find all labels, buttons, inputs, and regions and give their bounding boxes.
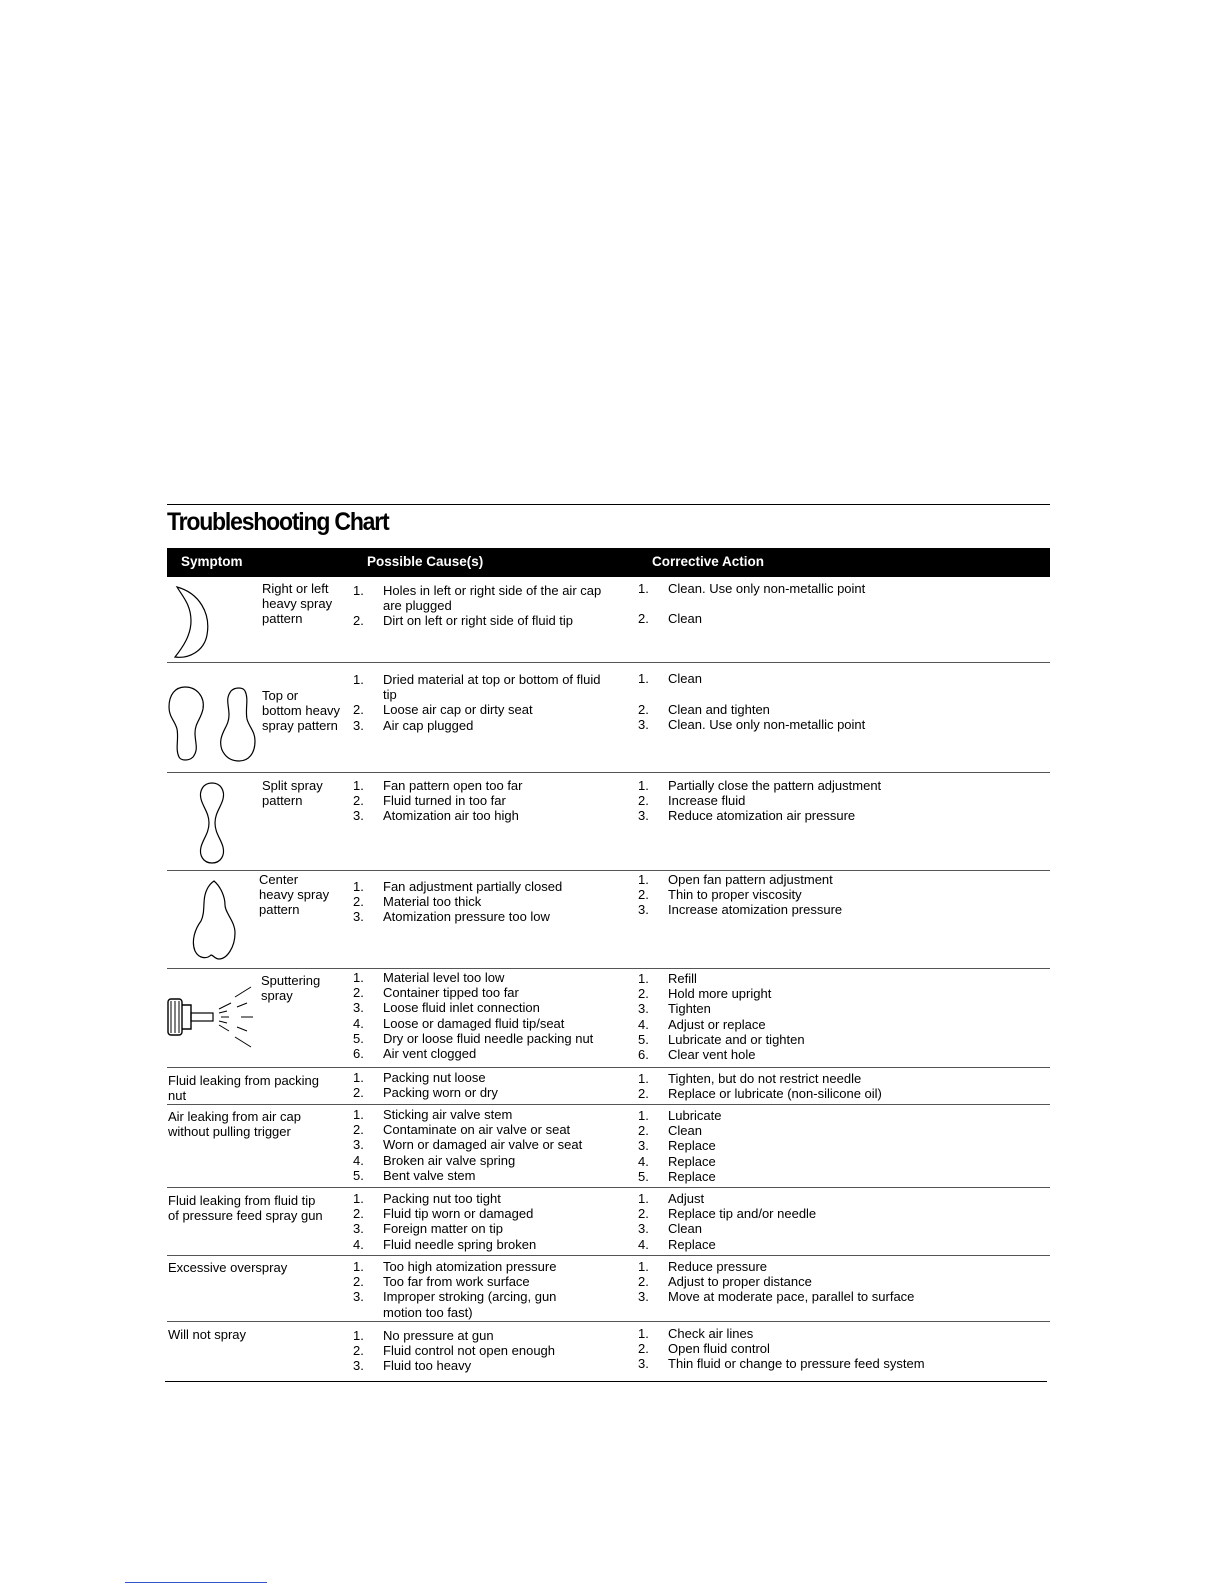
- table-row: [167, 1322, 1050, 1381]
- causes-list: [353, 583, 615, 629]
- action-item: 4. Replace: [638, 1153, 716, 1169]
- cause-item: 4. Fluid needle spring broken: [353, 1236, 537, 1252]
- cause-item: 1. Sticking air valve stem: [353, 1107, 513, 1122]
- action-item: 1. Lubricate: [638, 1108, 722, 1123]
- action-item: 1. Tighten, but do not restrict needle: [638, 1071, 862, 1086]
- causes-list: [353, 672, 615, 733]
- actions-list: [638, 581, 1048, 626]
- cause-item: 5. Dry or loose fluid needle packing nut: [353, 1030, 594, 1046]
- table-row: [167, 1188, 1050, 1256]
- table-row: [167, 871, 1050, 969]
- symptom-label: Split spray pattern: [262, 778, 323, 809]
- action-item: 1. Reduce pressure: [638, 1259, 767, 1274]
- cause-item: 2. Dirt on left or right side of fluid tip: [353, 613, 574, 629]
- cause-item: 6. Air vent clogged: [353, 1046, 477, 1062]
- action-item: 3. Clean: [638, 1221, 702, 1237]
- action-item: 2. Hold more upright: [638, 986, 772, 1002]
- symptom-label: Fluid leaking from fluid tip of pressure feed spray gun: [168, 1193, 323, 1224]
- cause-item: 1. Packing nut too tight: [353, 1191, 501, 1206]
- crescent-spray-pattern-icon: [169, 583, 213, 661]
- actions-list: [638, 1326, 1048, 1372]
- symptom-label: Top or bottom heavy spray pattern: [262, 688, 341, 734]
- cause-item: 4. Loose or damaged fluid tip/seat: [353, 1015, 565, 1031]
- cause-item: 2. Fluid turned in too far: [353, 793, 506, 809]
- table-header: [167, 548, 1050, 577]
- action-item: 4. Replace: [638, 1236, 716, 1252]
- action-item: 1. Refill: [638, 971, 697, 986]
- footer-link-underline[interactable]: [125, 1582, 267, 1583]
- cause-item: 1. Dried material at top or bottom of fluid tip: [353, 672, 601, 703]
- cause-item: 3. Foreign matter on tip: [353, 1221, 503, 1237]
- action-item: 3. Clean. Use only non-metallic point: [638, 717, 866, 733]
- action-item: 4. Adjust or replace: [638, 1016, 766, 1032]
- bottom-rule: [165, 1381, 1047, 1382]
- causes-list: [353, 970, 615, 1061]
- actions-list: [638, 1191, 1048, 1252]
- cause-item: 2. Contaminate on air valve or seat: [353, 1122, 571, 1138]
- cause-item: 1. Holes in left or right side of the air cap are plugged: [353, 583, 602, 614]
- table-row: [167, 773, 1050, 871]
- symptom-label: Air leaking from air cap without pulling trigger: [168, 1109, 301, 1140]
- split-spray-pattern-icon: [195, 781, 229, 865]
- cause-item: 3. Atomization air too high: [353, 808, 519, 824]
- cause-item: 2. Loose air cap or dirty seat: [353, 702, 533, 718]
- cause-item: 2. Container tipped too far: [353, 985, 519, 1001]
- action-item: 3. Tighten: [638, 1001, 711, 1017]
- cause-item: 2. Packing worn or dry: [353, 1085, 498, 1101]
- cause-item: 1. Fan pattern open too far: [353, 778, 523, 793]
- table-row: [167, 663, 1050, 773]
- action-item: 2. Replace tip and/or needle: [638, 1206, 817, 1222]
- actions-list: [638, 671, 1048, 733]
- sputtering-spray-gun-icon: [167, 983, 261, 1053]
- table-row: [167, 1068, 1050, 1105]
- top-bottom-heavy-pattern-icon: [167, 685, 257, 763]
- action-item: 3. Reduce atomization air pressure: [638, 808, 856, 824]
- symptom-label: Fluid leaking from packing nut: [168, 1073, 320, 1104]
- table-row: [167, 577, 1050, 663]
- causes-list: [353, 879, 615, 925]
- action-item: 2. Replace or lubricate (non-silicone oil): [638, 1086, 882, 1102]
- action-item: 1. Check air lines: [638, 1326, 754, 1341]
- symptom-label: Will not spray: [168, 1327, 247, 1342]
- action-item: 2. Thin to proper viscosity: [638, 887, 802, 903]
- cause-item: 3. Air cap plugged: [353, 717, 474, 733]
- action-item: 2. Clean and tighten: [638, 702, 770, 718]
- table-row: [167, 1105, 1050, 1188]
- causes-list: [353, 1191, 615, 1252]
- causes-list: [353, 778, 615, 824]
- causes-list: [353, 1259, 615, 1320]
- cause-item: 3. Worn or damaged air valve or seat: [353, 1137, 583, 1153]
- action-item: 2. Adjust to proper distance: [638, 1274, 812, 1290]
- action-item: 5. Replace: [638, 1168, 716, 1184]
- causes-list: [353, 1107, 615, 1183]
- cause-item: 1. Material level too low: [353, 970, 505, 985]
- header-symptom: Symptom: [181, 554, 243, 569]
- causes-list: [353, 1328, 615, 1374]
- action-item: 2. Clean: [638, 1123, 702, 1139]
- actions-list: [638, 1259, 1048, 1305]
- cause-item: 3. Loose fluid inlet connection: [353, 1000, 540, 1016]
- page-title: Troubleshooting Chart: [167, 508, 389, 536]
- actions-list: [638, 1108, 1048, 1184]
- action-item: 3. Replace: [638, 1138, 716, 1154]
- action-item: 6. Clear vent hole: [638, 1047, 756, 1063]
- top-rule: [167, 504, 1050, 505]
- symptom-label: Center heavy spray pattern: [259, 872, 330, 918]
- symptom-label: Excessive overspray: [168, 1260, 288, 1275]
- cause-item: 5. Bent valve stem: [353, 1167, 476, 1183]
- cause-item: 2. Material too thick: [353, 894, 482, 910]
- action-item: 3. Move at moderate pace, parallel to surface: [638, 1289, 915, 1305]
- cause-item: 2. Fluid control not open enough: [353, 1343, 556, 1359]
- action-item: 3. Thin fluid or change to pressure feed system: [638, 1356, 925, 1372]
- header-action: Corrective Action: [652, 554, 765, 569]
- cause-item: 3. Atomization pressure too low: [353, 909, 550, 925]
- cause-item: 3. Fluid too heavy: [353, 1358, 472, 1374]
- header-cause: Possible Cause(s): [367, 554, 484, 569]
- cause-item: 1. Fan adjustment partially closed: [353, 879, 563, 894]
- action-item: 1. Partially close the pattern adjustment: [638, 778, 882, 793]
- table-row: [167, 1256, 1050, 1322]
- action-item: 1. Adjust: [638, 1191, 705, 1206]
- cause-item: 3. Improper stroking (arcing, gun motion too fast): [353, 1289, 557, 1320]
- center-heavy-pattern-icon: [191, 879, 237, 963]
- actions-list: [638, 971, 1048, 1062]
- action-item: 1. Open fan pattern adjustment: [638, 872, 833, 887]
- cause-item: 1. Packing nut loose: [353, 1070, 486, 1085]
- action-item: 2. Clean: [638, 611, 702, 627]
- causes-list: [353, 1070, 615, 1100]
- action-item: 5. Lubricate and or tighten: [638, 1031, 805, 1047]
- cause-item: 1. No pressure at gun: [353, 1328, 494, 1343]
- cause-item: 2. Too far from work surface: [353, 1274, 530, 1290]
- symptom-label: Right or left heavy spray pattern: [262, 581, 333, 627]
- cause-item: 2. Fluid tip worn or damaged: [353, 1206, 534, 1222]
- symptom-label: Sputtering spray: [261, 973, 321, 1004]
- cause-item: 4. Broken air valve spring: [353, 1152, 516, 1168]
- actions-list: [638, 1071, 1048, 1101]
- action-item: 1. Clean: [638, 671, 702, 686]
- action-item: 2. Open fluid control: [638, 1341, 770, 1357]
- table-row: [167, 969, 1050, 1068]
- action-item: 2. Increase fluid: [638, 793, 746, 809]
- action-item: 1. Clean. Use only non-metallic point: [638, 581, 866, 596]
- cause-item: 1. Too high atomization pressure: [353, 1259, 557, 1274]
- action-item: 3. Increase atomization pressure: [638, 902, 843, 918]
- actions-list: [638, 872, 1048, 918]
- actions-list: [638, 778, 1048, 824]
